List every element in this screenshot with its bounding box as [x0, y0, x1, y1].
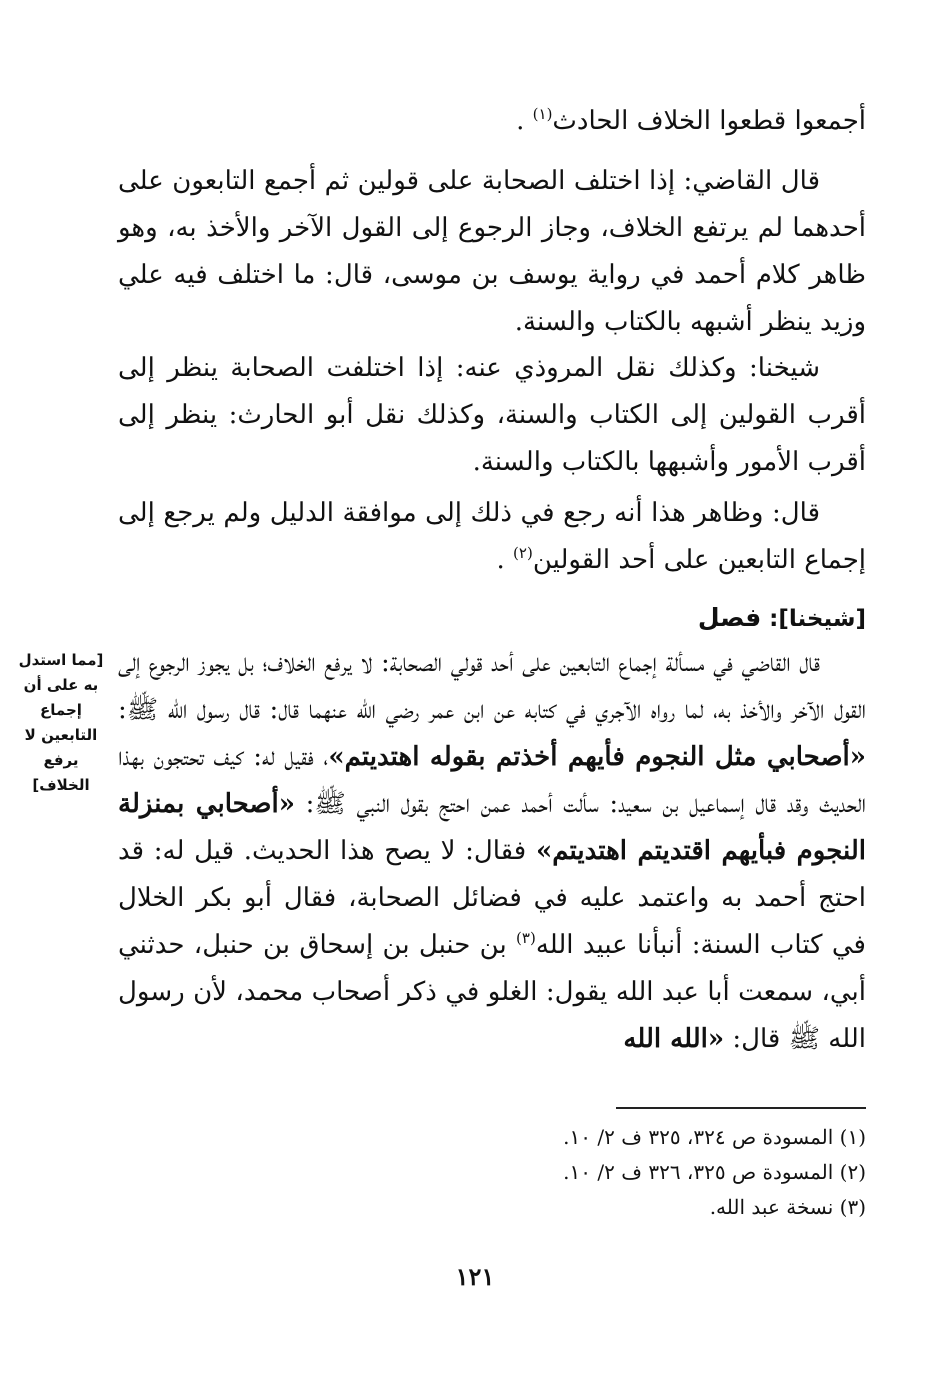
footnote-ref-3: (٣)	[516, 929, 536, 947]
footnotes	[450, 1120, 866, 1225]
footnote-2: (٢) المسودة ص ٣٢٥، ٣٢٦ ف ٢/ ١٠.	[563, 1160, 866, 1184]
footnote-3: (٣) نسخة عبد الله.	[709, 1195, 866, 1219]
footnote-ref-1: (١)	[532, 105, 553, 123]
paragraph-3: شيخنا: وكذلك نقل المروذي عنه: إذا اختلفت الصحابة ينظر إلى أقرب القولين إلى الكتاب والسنة، وكذلك نقل أبو الحارث: ينظر إلى أقرب الأمور وأشبهها بالكتاب والسنة.	[118, 353, 866, 477]
paragraph-4-text: قال: وظاهر هذا أنه رجع في ذلك إلى موافقة الدليل ولم يرجع إلى إجماع التابعين على أحد القولين	[118, 498, 866, 575]
paragraph-1-end: .	[516, 106, 533, 136]
footnote-1: (١) المسودة ص ٣٢٤، ٣٢٥ ف ٢/ ١٠.	[563, 1125, 866, 1149]
margin-note: [مما استدل به على أن إجماع التابعين لا يرفع الخلاف]	[18, 651, 104, 794]
paragraph-1	[118, 98, 866, 145]
paragraph-5	[118, 640, 866, 1063]
footnote-ref-2: (٢)	[513, 544, 533, 562]
paragraph-2: قال القاضي: إذا اختلف الصحابة على قولين ثم أجمع التابعون على أحدهما لم يرتفع الخلاف، وجاز الرجوع إلى القول الآخر والأخذ به، وهو ظاهر كلام أحمد في رواية يوسف بن موسى، قال: ما اختلف فيه علي وزيد ينظر أشبهه بالكتاب والسنة.	[118, 166, 866, 337]
paragraph-5-part2: ، فقيل له: كيف تحتجون بهذا الحديث وقد قال إسماعيل بن سعيد: سألت أحمد عمن احتج بقول النبي ﷺ:	[118, 742, 866, 819]
paragraph-4	[118, 490, 866, 584]
paragraph-5-part1: قال القاضي في مسألة إجماع التابعين على أحد قولي الصحابة: لا يرفع الخلاف؛ بل يجوز الرجوع إلى القول الآخر والأخذ به، لما رواه الآجري في كتابه عن ابن عمر رضي الله عنهما قال: قال رسول الله ﷺ:	[118, 648, 866, 725]
page-number: ١٢١	[455, 1262, 495, 1291]
hadith-quote-2: «أصحابي بمنزلة النجوم فبأيهم اقتديتم اهتديتم»	[118, 789, 866, 866]
paragraph-5-part3: فقال: لا يصح هذا الحديث. قيل له: قد احتج أحمد به واعتمد عليه في فضائل الصحابة، فقال أبو بكر الخلال في كتاب السنة: أنبأنا عبيد الله	[118, 836, 866, 960]
paragraph-4-end: .	[496, 545, 514, 575]
paragraph-5-part4: بن حنبل بن إسحاق بن حنبل، حدثني أبي، سمعت أبا عبد الله يقول: الغلو في ذكر أصحاب محمد، لأن رسول الله ﷺ قال:	[118, 930, 866, 1054]
heading-bracket: [شيخنا]:	[769, 606, 866, 632]
footnote-divider	[616, 1107, 866, 1109]
heading-title: فصل	[697, 603, 762, 632]
section-heading	[118, 598, 866, 639]
hadith-quote-1: «أصحابي مثل النجوم فأيهم أخذتم بقوله اهتديتم»	[328, 742, 866, 772]
paragraph-1-text: أجمعوا قطعوا الخلاف الحادث	[552, 106, 866, 136]
hadith-quote-3: «الله الله	[623, 1024, 725, 1054]
